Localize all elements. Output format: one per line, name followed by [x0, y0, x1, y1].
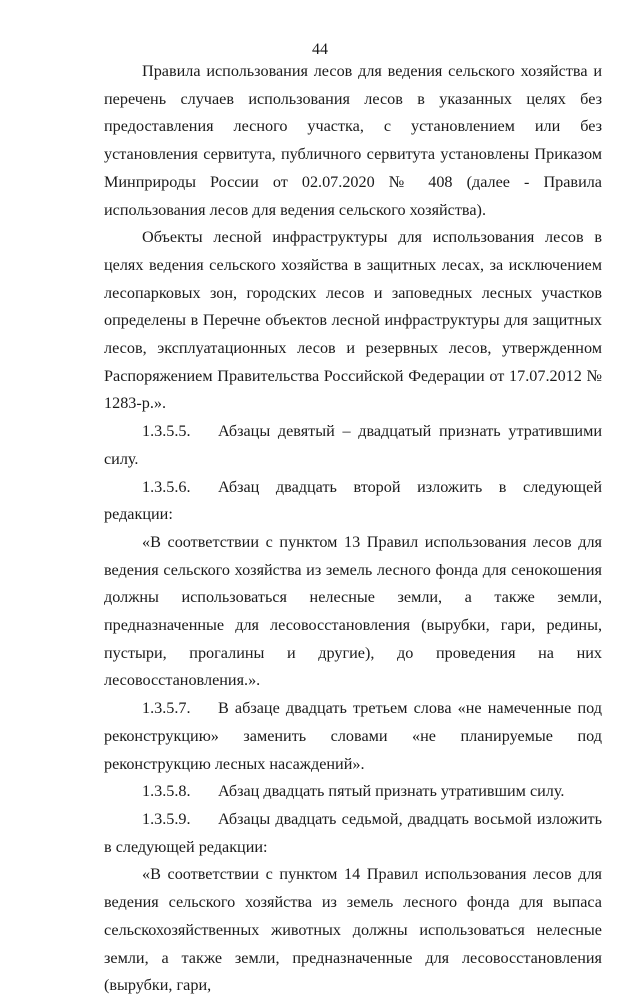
paragraph-forest-use-rules: Правила использования лесов для ведения сельского хозяйства и перечень случаев использования лесов в указанных целях без предоставления лесного участка, с установлением или без установления сервитута, публичного сервитута установлены Приказом Минприроды России от 02.07.2020 № 408 (далее - Правила использования лесов для ведения сельского хозяйства).	[104, 62, 602, 219]
paragraph-forest-infrastructure: Объекты лесной инфраструктуры для использования лесов в целях ведения сельского хозяйства в защитных лесах, за исключением лесопарковых зон, городских лесов и заповедных лесных участков определены в Перечне объектов лесной инфраструктуры для защитных лесов, эксплуатационных лесов и резервных лесов, утвержденном Распоряжением Правительства Российской Федерации от 17.07.2012 № 1283-р.».	[104, 228, 602, 413]
quote-paragraph: «В соответствии с пунктом 13 Правил использования лесов для ведения сельского хозяйства из земель лесного фонда для сенокошения должны использоваться нелесные земли, а также земли, предназначенные для лесовосстановления (вырубки, гари, редины, пустыри, прогалины и другие), до проведения на них лесовосстановления.».	[104, 532, 602, 690]
page-number: 44	[312, 41, 328, 58]
item-text: Абзацы девятый – двадцатый признать утратившими силу.	[104, 422, 602, 468]
item-number: 1.3.5.7.	[142, 699, 191, 718]
item-number: 1.3.5.6.	[142, 477, 191, 496]
list-item	[104, 778, 602, 806]
list-item	[104, 474, 602, 529]
list-item	[104, 695, 602, 778]
item-number: 1.3.5.5.	[142, 422, 191, 441]
item-text: Абзац двадцать пятый признать утратившим силу.	[218, 782, 565, 801]
list-item	[104, 806, 602, 861]
item-number: 1.3.5.8.	[142, 782, 191, 801]
document-body	[104, 58, 602, 1000]
item-text: В абзаце двадцать третьем слова «не намеченные под реконструкцию» заменить словами «не планируемые под реконструкцию лесных насаждений».	[104, 699, 602, 773]
item-text: Абзац двадцать второй изложить в следующей редакции:	[104, 477, 602, 524]
quote-paragraph: «В соответствии с пунктом 14 Правил использования лесов для ведения сельского хозяйства из земель лесного фонда для выпаса сельскохозяйственных животных должны использоваться нелесные земли, а также земли, предназначенные для лесовосстановления (вырубки, гари,	[104, 865, 602, 995]
list-item	[104, 418, 602, 473]
item-number: 1.3.5.9.	[142, 809, 191, 828]
item-text: Абзацы двадцать седьмой, двадцать восьмой изложить в следующей редакции:	[104, 809, 602, 856]
